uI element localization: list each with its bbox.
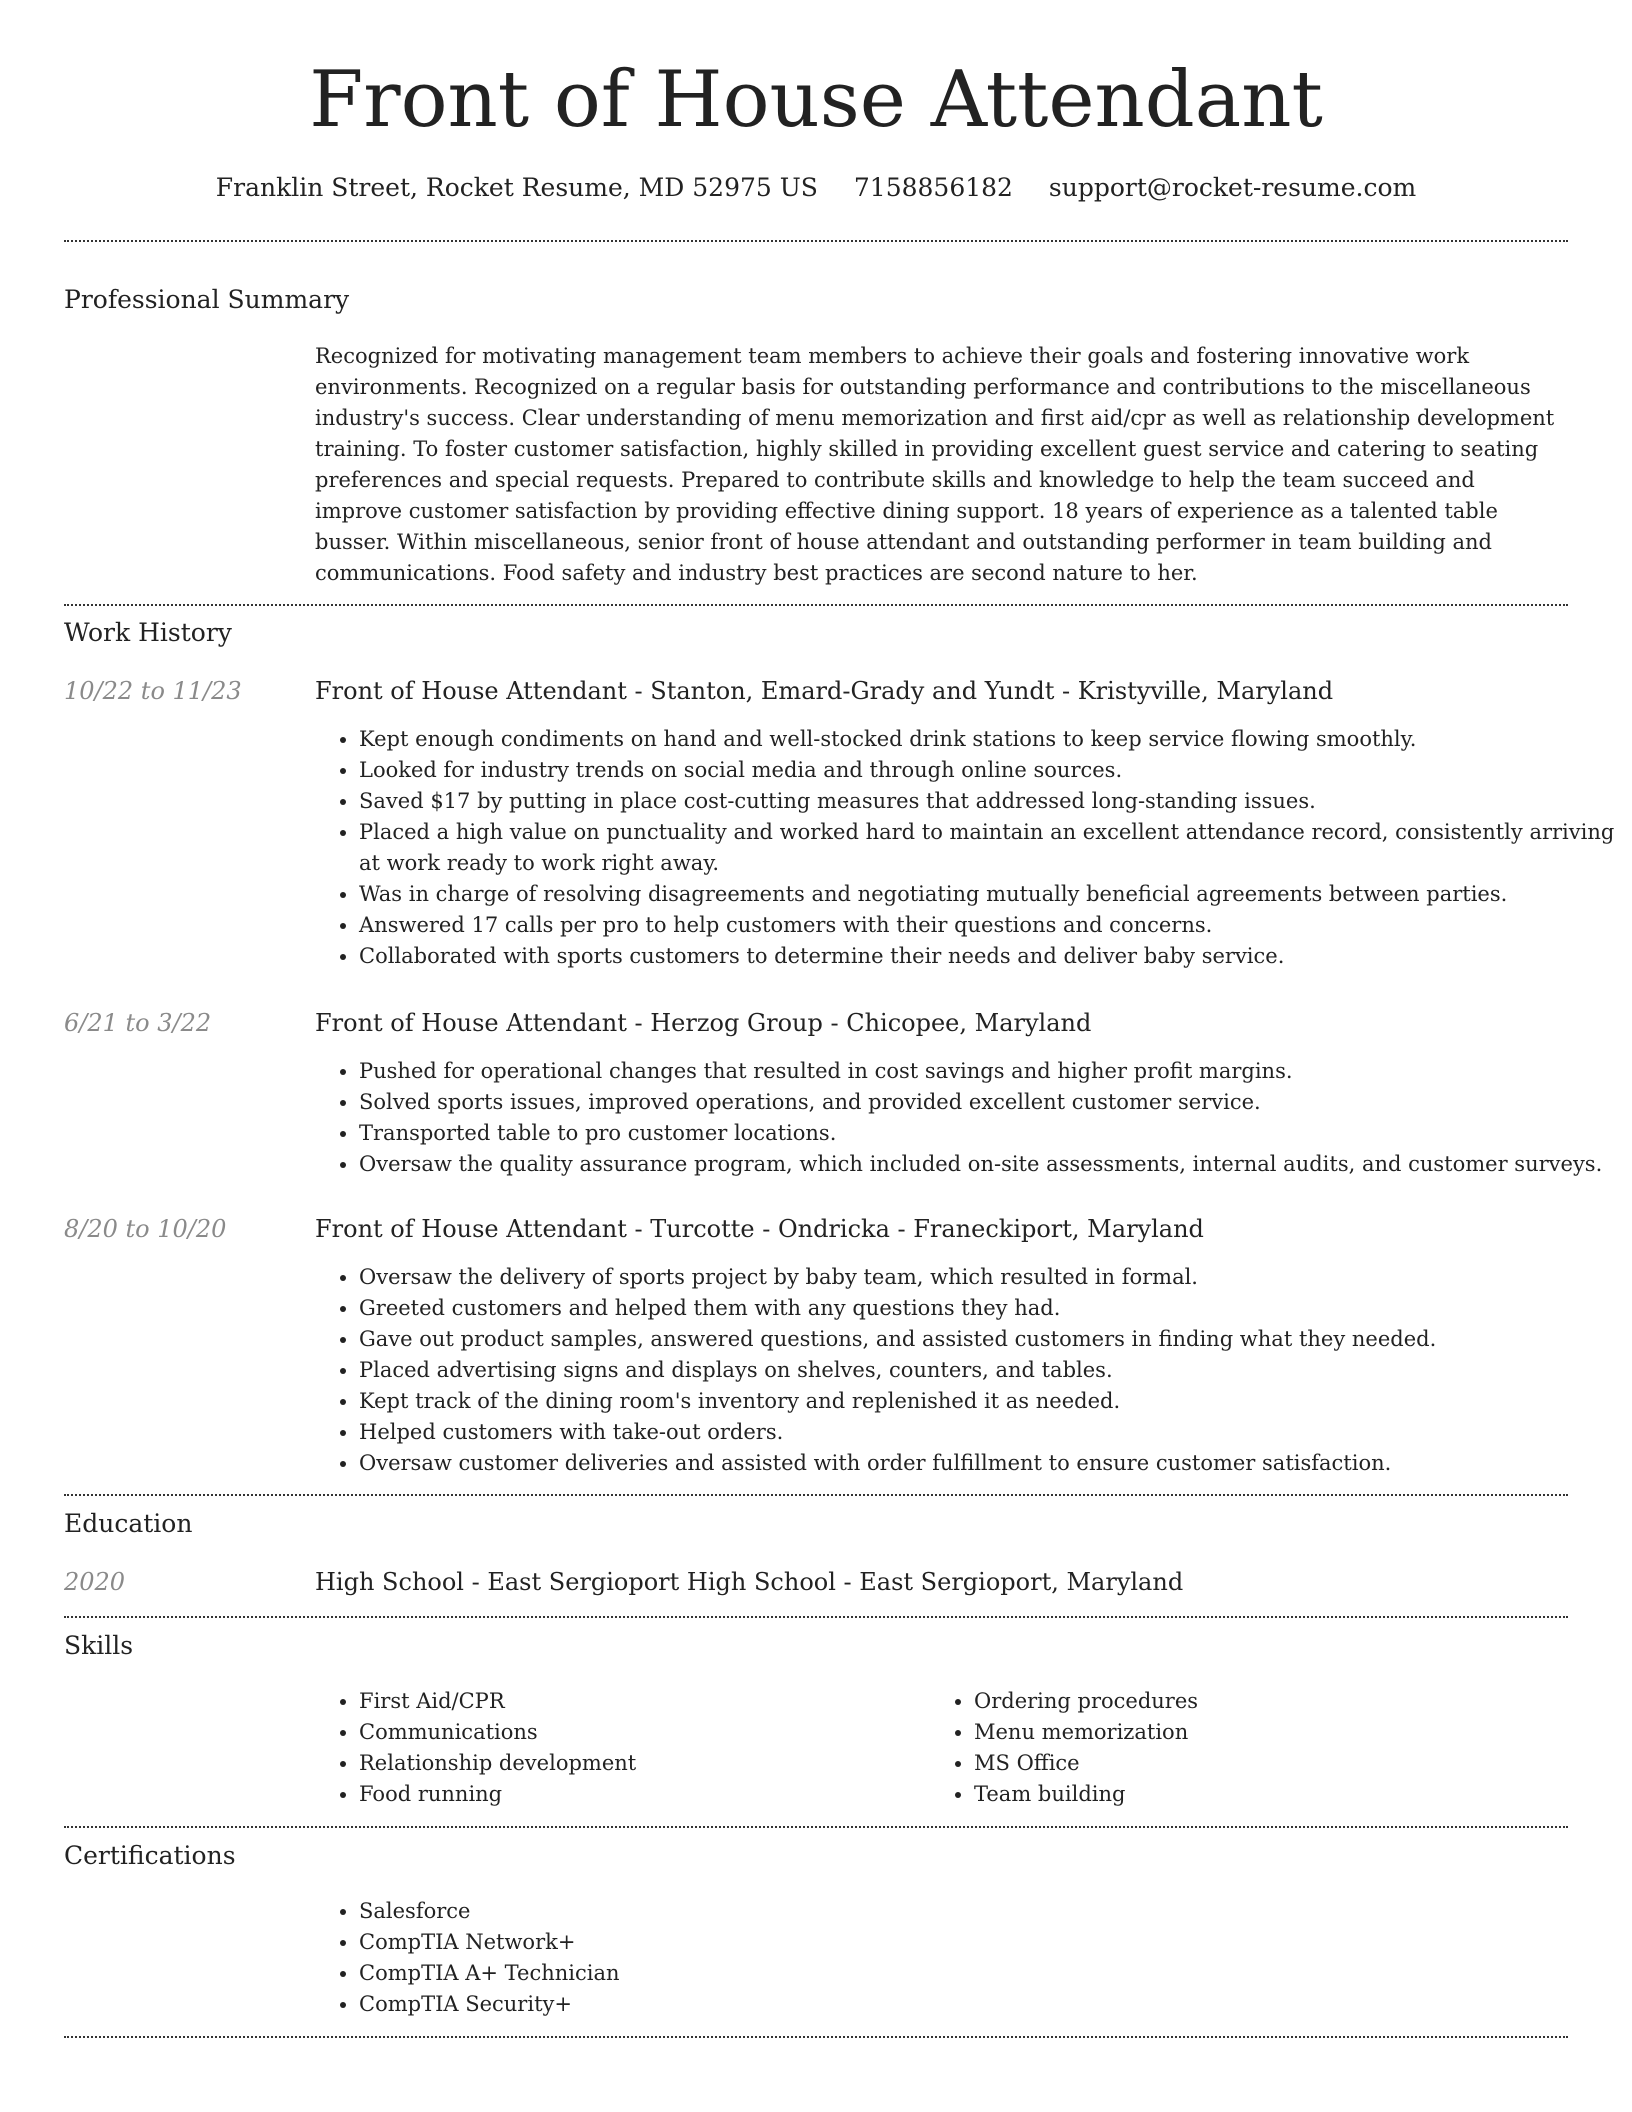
summary-heading: Professional Summary [64, 285, 350, 314]
list-item: • Oversaw the delivery of sports project by baby team, which resulted in formal. [359, 1262, 1619, 1293]
divider-education [64, 1616, 1568, 1618]
job-2-title: Front of House Attendant - Herzog Group - Chicopee, Maryland [315, 1009, 1092, 1037]
list-item: • Placed advertising signs and displays on shelves, counters, and tables. [359, 1355, 1619, 1386]
contact-line [0, 170, 1632, 206]
list-item: • CompTIA A+ Technician [359, 1958, 1259, 1989]
certifications-list [315, 1896, 1259, 2020]
job-1-dates: 10/22 to 11/23 [64, 677, 242, 705]
job-1-title: Front of House Attendant - Stanton, Emard-Grady and Yundt - Kristyville, Maryland [315, 677, 1334, 705]
list-item: • Looked for industry trends on social media and through online sources. [359, 755, 1619, 786]
list-item: • Pushed for operational changes that resulted in cost savings and higher profit margins. [359, 1056, 1619, 1087]
list-item: • Solved sports issues, improved operations, and provided excellent customer service. [359, 1087, 1619, 1118]
list-item: • Relationship development [359, 1748, 919, 1779]
list-item: • Saved $17 by putting in place cost-cutting measures that addressed long-standing issues. [359, 786, 1619, 817]
list-item: • Greeted customers and helped them with any questions they had. [359, 1293, 1619, 1324]
list-item: • Communications [359, 1717, 919, 1748]
certifications-heading: Certifications [64, 1841, 236, 1870]
list-item: • Oversaw customer deliveries and assisted with order fulfillment to ensure customer satisfaction. [359, 1448, 1619, 1479]
education-entry: High School - East Sergioport High School - East Sergioport, Maryland [315, 1568, 1184, 1596]
list-item: • Salesforce [359, 1896, 1259, 1927]
job-3-bullets [315, 1262, 1619, 1479]
list-item: • CompTIA Security+ [359, 1989, 1259, 2020]
contact-phone: 7158856182 [853, 173, 1013, 202]
contact-email: support@rocket-resume.com [1048, 173, 1417, 202]
list-item: • Kept track of the dining room's inventory and replenished it as needed. [359, 1386, 1619, 1417]
summary-text: Recognized for motivating management team members to achieve their goals and fostering innovative work environments. Recognized on a regular basis for outstanding performance and contributions to the miscellaneous industry's success. Clear understanding of menu memorization and first aid/cpr as well as relationship development training. To foster customer satisfaction, highly skilled in providing excellent guest service and catering to seating preferences and special requests. Prepared to contribute skills and knowledge to help the team succeed and improve customer satisfaction by providing effective dining support. 18 years of experience as a talented table busser. Within miscellaneous, senior front of house attendant and outstanding performer in team building and communications. Food safety and industry best practices are second nature to her. [315, 344, 1555, 585]
list-item: • Transported table to pro customer locations. [359, 1118, 1619, 1149]
job-2-bullets [315, 1056, 1619, 1180]
list-item: • Collaborated with sports customers to determine their needs and deliver baby service. [359, 941, 1619, 972]
list-item: • Placed a high value on punctuality and worked hard to maintain an excellent attendance record, consistently arriving at work ready to work right away. [359, 817, 1619, 879]
divider-skills [64, 1826, 1568, 1828]
list-item: • Food running [359, 1779, 919, 1810]
list-item: • Ordering procedures [974, 1686, 1534, 1717]
list-item: • Team building [974, 1779, 1534, 1810]
list-item: • Answered 17 calls per pro to help customers with their questions and concerns. [359, 910, 1619, 941]
work-heading: Work History [64, 618, 232, 647]
list-item: • Kept enough condiments on hand and well-stocked drink stations to keep service flowing smoothly. [359, 724, 1619, 755]
divider-certifications [64, 2036, 1568, 2038]
skills-left-column [315, 1686, 919, 1810]
list-item: • MS Office [974, 1748, 1534, 1779]
list-item: • Oversaw the quality assurance program, which included on-site assessments, internal audits, and customer surveys. [359, 1149, 1619, 1180]
job-3-dates: 8/20 to 10/20 [64, 1215, 227, 1243]
skills-right-column [930, 1686, 1534, 1810]
list-item: • Gave out product samples, answered questions, and assisted customers in finding what they needed. [359, 1324, 1619, 1355]
contact-address: Franklin Street, Rocket Resume, MD 52975 US [215, 173, 818, 202]
job-1-bullets [315, 724, 1619, 972]
education-year: 2020 [64, 1568, 126, 1596]
education-heading: Education [64, 1509, 193, 1538]
list-item: • Helped customers with take-out orders. [359, 1417, 1619, 1448]
list-item: • First Aid/CPR [359, 1686, 919, 1717]
resume-title: Front of House Attendant [309, 55, 1323, 145]
list-item: • Was in charge of resolving disagreements and negotiating mutually beneficial agreements between parties. [359, 879, 1619, 910]
skills-heading: Skills [64, 1631, 134, 1660]
list-item: • Menu memorization [974, 1717, 1534, 1748]
divider-header [64, 240, 1568, 242]
job-3-title: Front of House Attendant - Turcotte - Ondricka - Franeckiport, Maryland [315, 1215, 1204, 1243]
divider-summary [64, 604, 1568, 606]
divider-work [64, 1494, 1568, 1496]
list-item: • CompTIA Network+ [359, 1927, 1259, 1958]
job-2-dates: 6/21 to 3/22 [64, 1009, 212, 1037]
